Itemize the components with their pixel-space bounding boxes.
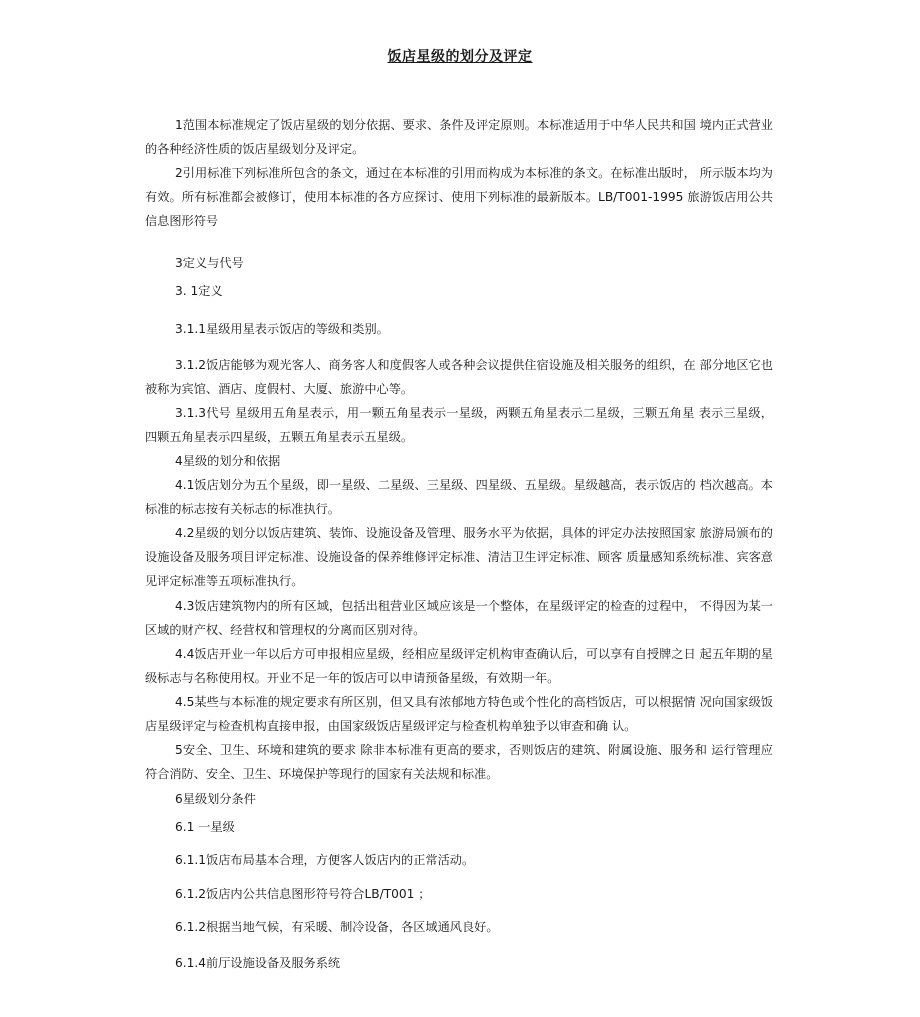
paragraph-3-1-3: 3.1.3代号 星级用五角星表示，用一颗五角星表示一星级，两颗五角星表示二星级，三颗五角星 表示三星级，四颗五角星表示四星级，五颗五角星表示五星级。 xyxy=(145,406,773,444)
paragraph-6-1-4: 6.1.4前厅设施设备及服务系统 xyxy=(175,956,341,970)
paragraph-5: 5安全、卫生、环境和建筑的要求 除非本标准有更高的要求，否则饭店的建筑、附属设施、服务和 运行管理应符合消防、安全、卫生、环境保护等现行的国家有关法规和标准。 xyxy=(145,743,773,781)
paragraph-4-2: 4.2星级的划分以饭店建筑、装饰、设施设备及管理、服务水平为依据，具体的评定办法按照国家 旅游局颁布的设施设备及服务项目评定标准、设施设备的保养维修评定标准、清洁卫生评定标准、顾客 质量感知系统标准、宾客意见评定标准等五项标准执行。 xyxy=(145,526,773,588)
paragraph-2-references: 2引用标准下列标准所包含的条文，通过在本标准的引用而构成为本标准的条文。在标准出版时， 所示版本均为有效。所有标准都会被修订，使用本标准的各方应探讨、使用下列标准的最新版本。LB/T001-1995 旅游饭店用公共信息图形符号 xyxy=(145,166,773,228)
paragraph-6-1-heading: 6.1 一星级 xyxy=(175,820,235,834)
paragraph-4-5: 4.5某些与本标准的规定要求有所区别，但又具有浓郁地方特色或个性化的高档饭店，可以根据情 况向国家级饭店星级评定与检查机构直接申报，由国家级饭店星级评定与检查机构单独予以审查和确 认。 xyxy=(145,695,773,733)
paragraph-4-4: 4.4饭店开业一年以后方可申报相应星级，经相应星级评定机构审查确认后，可以享有自授牌之日 起五年期的星级标志与名称使用权。开业不足一年的饭店可以申请预备星级，有效期一年。 xyxy=(145,647,773,685)
paragraph-3-1-heading: 3. 1定义 xyxy=(175,284,223,298)
paragraph-3-1-1: 3.1.1星级用星表示饭店的等级和类别。 xyxy=(175,322,389,336)
paragraph-4-heading: 4星级的划分和依据 xyxy=(175,454,281,468)
paragraph-1-scope: 1范围本标准规定了饭店星级的划分依据、要求、条件及评定原则。本标准适用于中华人民共和国 境内正式营业的各种经济性质的饭店星级划分及评定。 xyxy=(145,118,773,156)
paragraph-3-heading: 3定义与代号 xyxy=(175,256,244,270)
paragraph-3-1-2: 3.1.2饭店能够为观光客人、商务客人和度假客人或各种会议提供住宿设施及相关服务的组织，在 部分地区它也被称为宾馆、酒店、度假村、大厦、旅游中心等。 xyxy=(145,358,773,396)
paragraph-6-1-2-b: 6.1.2根据当地气候，有采暖、制冷设备，各区域通风良好。 xyxy=(175,920,499,934)
paragraph-4-3: 4.3饭店建筑物内的所有区域，包括出租营业区域应该是一个整体，在星级评定的检查的过程中， 不得因为某一区域的财产权、经营权和管理权的分离而区别对待。 xyxy=(145,599,773,637)
paragraph-6-1-1: 6.1.1饭店布局基本合理，方便客人饭店内的正常活动。 xyxy=(175,853,475,867)
paragraph-6-1-2-a: 6.1.2饭店内公共信息图形符号符合LB/T001 ； xyxy=(175,887,431,901)
document-title: 饭店星级的划分及评定 xyxy=(387,49,533,65)
paragraph-4-1: 4.1饭店划分为五个星级，即一星级、二星级、三星级、四星级、五星级。星级越高，表示饭店的 档次越高。本标准的标志按有关标志的标准执行。 xyxy=(145,478,773,516)
paragraph-6-heading: 6星级划分条件 xyxy=(175,792,256,806)
